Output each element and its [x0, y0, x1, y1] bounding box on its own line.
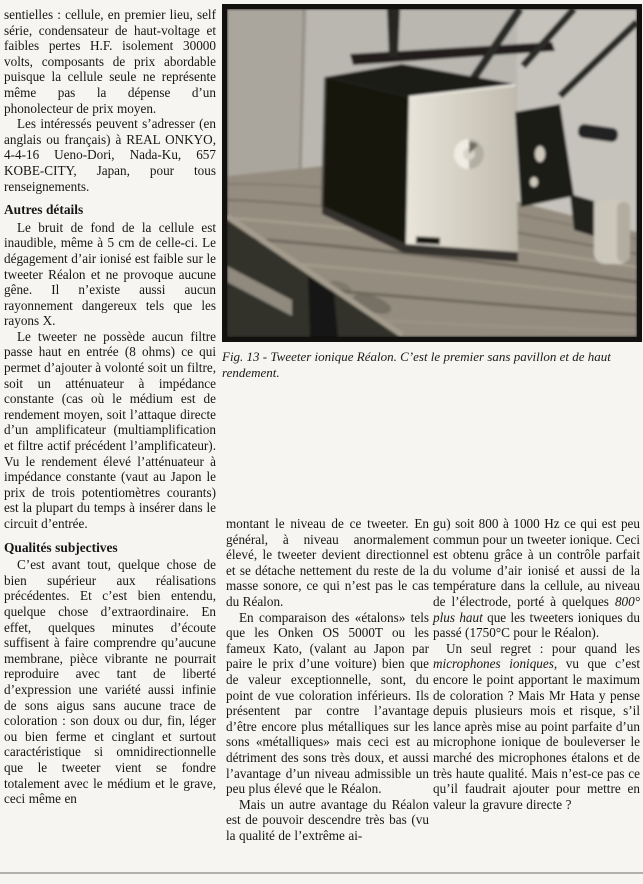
paragraph-niveau: montant le niveau de ce tweeter. En général, à niveau anormalement élevé, le tweeter devient directionnel et se détache nettement du reste de la masse sonore, ce qui n’est pas le cas du Réalon. [226, 516, 429, 609]
box-knob [454, 139, 484, 169]
box-front-panel [406, 84, 518, 252]
bottom-rule [0, 872, 643, 874]
left-column [4, 7, 216, 807]
text-run: vu que c’est encore le point apportant le maximum de coloration ? Mais Mr Hata y pense depuis plusieurs mois et risque, s’il lance après mise au point parfaite d’un microphone ionique de bouleverser le marché des microphones étalons et de très haute qualité. Mais n’est-ce pas ce qu’il faudrait ajouter pour mettre en valeur la gravure directe ? [433, 656, 640, 812]
section-heading-autres-details: Autres détails [4, 202, 84, 218]
paragraph-comparaison: En comparaison des «étalons» tels que les Onken OS 5000T ou les fameux Kato, (valant au Japon par paire le prix d’une voiture) bien que de valeur exceptionnelle, sont, du point de vue coloration inférieurs. Ils présentent par contre l’avantage d’être encore plus métalliques sur les sons «métalliques» mais ceci est au détriment des sons très doux, et aussi l’avantage d’un niveau admissible un peu plus élevé que le Réalon. [226, 609, 429, 797]
photo-scene [227, 9, 637, 337]
middle-column [226, 516, 429, 843]
paragraph-qualites: C’est avant tout, quelque chose de bien supérieur aux réalisations précédentes. Et c’est bien entendu, quelque chose d’extraordinaire. En effet, quelques minutes d’écoute suffisent à faire comprendre qu’aucune membrane, pièce vibrante ne pourrait reproduire avec tant de liberté d’expression une variété aussi infinie de sons aigus sans aucune trace de coloration : son doux ou dur, fin, léger ou bien ferme et cinglant et surtout caractéristique si omnidirectionnelle que le tweeter vient se fondre totalement avec le médium et le grave, ceci même en [4, 557, 216, 807]
paragraph-frequence [433, 516, 640, 641]
paragraph-avantage: Mais un autre avantage du Réalon est de pouvoir descendre très bas (vu la qualité de l’extrême ai- [226, 796, 429, 843]
text-run-italic: microphones ioniques, [433, 656, 558, 672]
tweeter-photo [222, 4, 642, 342]
text-run: gu) soit 800 à 1000 Hz ce qui est peu commun pour un tweeter ionique. Ceci est obtenu grâce à un contrôle parfait du volume d’air ionisé et aussi de la température dans la cellule, au niveau de l’électrode, porté à quelques [433, 516, 640, 609]
figure-caption: Fig. 13 - Tweeter ionique Réalon. C’est le premier sans pavillon et de haut rendement. [222, 349, 611, 380]
text-run-italic: 800° plus haut [433, 593, 640, 625]
paragraph-filtre: Le tweeter ne possède aucun filtre passe haut en entrée (8 ohms) ce qui permet d’ajouter à volonté soit un filtre, soit un atténuateur à impédance constante (cas où le médium est de rendement moyen, soit l’attaque directe d’un amplificateur (multiamplification et filtre actif précédent l’amplificateur). Vu le rendement élevé l’atténuateur à impédance constante (vaut au Japon le prix de trois potentiomètres courants) est la plupart du temps à insérer dans le circuit d’entrée. [4, 328, 216, 531]
text-run: Un seul regret : pour quand les [446, 640, 640, 656]
section-heading-qualites-subjectives: Qualités subjectives [4, 539, 118, 555]
paragraph-regret [433, 641, 640, 813]
figure-13 [222, 4, 642, 380]
right-column [433, 516, 640, 812]
text-run: que les tweeters ioniques du passé (1750°C pour le Réalon). [433, 609, 640, 641]
paragraph-bruit-de-fond: Le bruit de fond de la cellule est inaudible, même à 5 cm de celle-ci. Le dégagement d’air ionisé est faible sur le tweeter Réalon et ne provoque aucune gêne. Il n’existe aussi aucun rayonnement dangereux tels que les rayons X. [4, 219, 216, 329]
paragraph-contact: Les intéressés peuvent s’adresser (en anglais ou français) à REAL ONKYO, 4-4-16 Ueno-Dori, Nada-Ku, 657 KOBE-CITY, Japan, pour tous renseignements. [4, 116, 216, 194]
paragraph-continuation: sentielles : cellule, en premier lieu, self série, condensateur de haut-voltage et faibles pertes H.F. isolement 30000 volts, composants de prix abordable puisque la cellule seule ne représente même pas la dépense d’un phonolecteur de prix moyen. [4, 7, 216, 116]
box-slot [416, 236, 440, 244]
